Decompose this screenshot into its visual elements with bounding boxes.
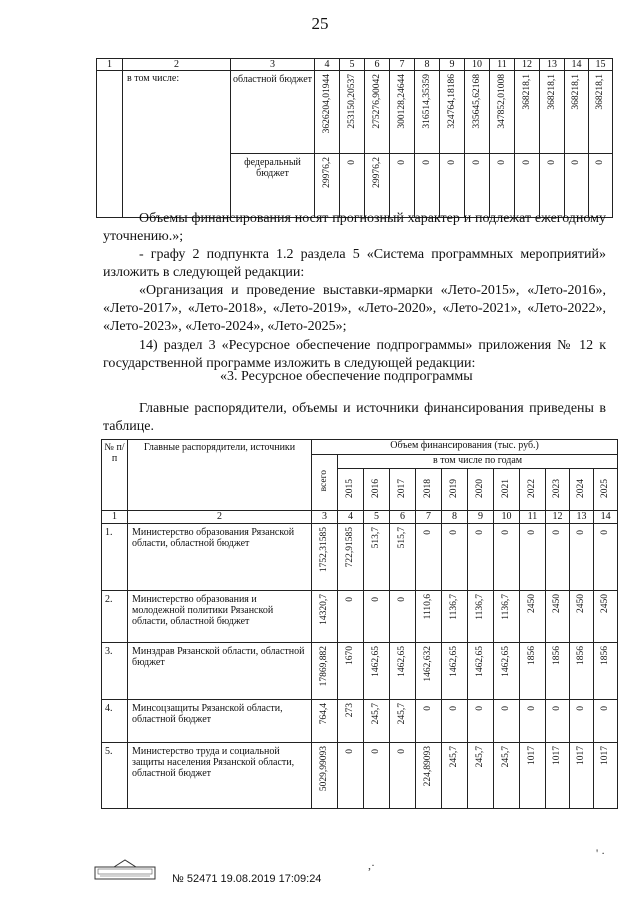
column-number: 12 xyxy=(515,59,540,71)
header-num: № п/п xyxy=(102,440,128,511)
paragraph: Главные распорядители, объемы и источники финансирования приведены в таблице. xyxy=(103,401,606,434)
distributor-name: Минздрав Рязанской области, областной бюджет xyxy=(128,643,312,700)
table-row xyxy=(102,743,618,809)
column-number: 1 xyxy=(102,511,128,524)
value-cell: 1752,31585 xyxy=(312,524,338,591)
budget-source: федеральный бюджет xyxy=(231,154,315,218)
value-cell: 722,91585 xyxy=(338,524,364,591)
column-number: 7 xyxy=(390,59,415,71)
value-cell: 14320,7 xyxy=(312,591,338,643)
column-number: 9 xyxy=(440,59,465,71)
value-cell: 1136,7 xyxy=(494,591,520,643)
value-cell: 0 xyxy=(494,524,520,591)
row-number: 4. xyxy=(102,700,128,743)
value-cell: 0 xyxy=(490,154,515,218)
column-number: 11 xyxy=(490,59,515,71)
column-number: 4 xyxy=(338,511,364,524)
value-cell: 17869,882 xyxy=(312,643,338,700)
value-cell: 0 xyxy=(338,743,364,809)
column-number: 13 xyxy=(540,59,565,71)
column-number: 3 xyxy=(231,59,315,71)
value-cell: 0 xyxy=(570,700,594,743)
section-heading: «3. Ресурсное обеспечение подпрограммы xyxy=(220,369,473,384)
value-cell: 1462,65 xyxy=(364,643,390,700)
value-cell: 0 xyxy=(540,154,565,218)
column-number: 8 xyxy=(442,511,468,524)
value-cell: 0 xyxy=(442,700,468,743)
value-cell: 1670 xyxy=(338,643,364,700)
value-cell: 1110,6 xyxy=(416,591,442,643)
value-cell: 253150,20537 xyxy=(340,71,365,154)
year-header: 2017 xyxy=(390,469,416,511)
value-cell: 0 xyxy=(338,591,364,643)
value-cell: 0 xyxy=(594,700,618,743)
header-including: в том числе по годам xyxy=(338,455,618,469)
value-cell: 1017 xyxy=(546,743,570,809)
year-header: 2020 xyxy=(468,469,494,511)
year-header: 2022 xyxy=(520,469,546,511)
value-cell: 224,89093 xyxy=(416,743,442,809)
column-number: 3 xyxy=(312,511,338,524)
column-number: 7 xyxy=(416,511,442,524)
value-cell: 0 xyxy=(565,154,589,218)
row-number: 1. xyxy=(102,524,128,591)
value-cell: 2450 xyxy=(520,591,546,643)
value-cell: 347852,01008 xyxy=(490,71,515,154)
value-cell: 245,7 xyxy=(442,743,468,809)
group-label: в том числе: xyxy=(123,71,231,154)
distributor-name: Министерство труда и социальной защиты населения Рязанской области, областной бюджет xyxy=(128,743,312,809)
value-cell: 515,7 xyxy=(390,524,416,591)
value-cell: 0 xyxy=(515,154,540,218)
value-cell: 5029,99093 xyxy=(312,743,338,809)
value-cell: 0 xyxy=(468,700,494,743)
table-row xyxy=(102,643,618,700)
value-cell: 245,7 xyxy=(468,743,494,809)
distributor-name: Министерство образования Рязанской области, областной бюджет xyxy=(128,524,312,591)
year-header: 2024 xyxy=(570,469,594,511)
column-number: 10 xyxy=(465,59,490,71)
row-number: 5. xyxy=(102,743,128,809)
value-cell: 1017 xyxy=(570,743,594,809)
value-cell: 513,7 xyxy=(364,524,390,591)
column-number: 14 xyxy=(565,59,589,71)
value-cell: 2450 xyxy=(546,591,570,643)
value-cell: 0 xyxy=(494,700,520,743)
value-cell: 1017 xyxy=(520,743,546,809)
column-number: 6 xyxy=(365,59,390,71)
value-cell: 1017 xyxy=(594,743,618,809)
value-cell: 273 xyxy=(338,700,364,743)
value-cell: 324764,18186 xyxy=(440,71,465,154)
value-cell: 0 xyxy=(416,524,442,591)
table-header-row xyxy=(97,59,613,71)
value-cell: 1462,65 xyxy=(494,643,520,700)
table-row xyxy=(102,700,618,743)
value-cell: 0 xyxy=(390,591,416,643)
value-cell: 1136,7 xyxy=(468,591,494,643)
value-cell: 1462,65 xyxy=(442,643,468,700)
value-cell: 0 xyxy=(570,524,594,591)
document-footer: № 52471 19.08.2019 17:09:24 xyxy=(172,873,322,885)
value-cell: 0 xyxy=(390,743,416,809)
value-cell: 1856 xyxy=(570,643,594,700)
value-cell: 2450 xyxy=(594,591,618,643)
column-number: 13 xyxy=(570,511,594,524)
value-cell: 1856 xyxy=(546,643,570,700)
value-cell: 316514,35359 xyxy=(415,71,440,154)
value-cell: 245,7 xyxy=(390,700,416,743)
group-label xyxy=(123,154,231,218)
column-number: 10 xyxy=(494,511,520,524)
value-cell: 1856 xyxy=(520,643,546,700)
paragraph: Объемы финансирования носят прогнозный характер и подлежат ежегодному уточнению.»; xyxy=(103,211,606,244)
value-cell: 1462,65 xyxy=(468,643,494,700)
resource-table xyxy=(101,439,618,809)
value-cell: 764,4 xyxy=(312,700,338,743)
year-header: 2015 xyxy=(338,469,364,511)
paragraph: 14) раздел 3 «Ресурсное обеспечение подпрограммы» приложения № 12 к государственной программе изложить в следующей редакции: xyxy=(103,338,606,371)
column-number: 2 xyxy=(128,511,312,524)
year-header: 2021 xyxy=(494,469,520,511)
value-cell: 0 xyxy=(468,524,494,591)
scan-mark: ' · xyxy=(596,846,606,860)
table-header-row xyxy=(102,511,618,524)
year-header: 2023 xyxy=(546,469,570,511)
value-cell: 29976,2 xyxy=(365,154,390,218)
year-header: 2016 xyxy=(364,469,390,511)
column-number: 4 xyxy=(315,59,340,71)
value-cell: 1462,632 xyxy=(416,643,442,700)
column-number: 5 xyxy=(364,511,390,524)
value-cell: 245,7 xyxy=(494,743,520,809)
value-cell: 335645,62168 xyxy=(465,71,490,154)
value-cell: 0 xyxy=(546,524,570,591)
value-cell: 1136,7 xyxy=(442,591,468,643)
year-header: 2018 xyxy=(416,469,442,511)
value-cell: 1462,65 xyxy=(390,643,416,700)
column-number: 11 xyxy=(520,511,546,524)
column-number: 15 xyxy=(589,59,613,71)
table-row xyxy=(97,71,613,154)
header-volume: Объем финансирования (тыс. руб.) xyxy=(312,440,618,455)
value-cell: 368218,1 xyxy=(540,71,565,154)
column-number: 5 xyxy=(340,59,365,71)
distributor-name: Минсоцзащиты Рязанской области, областной бюджет xyxy=(128,700,312,743)
value-cell: 368218,1 xyxy=(515,71,540,154)
page-number: 25 xyxy=(311,14,329,33)
table-row xyxy=(102,591,618,643)
value-cell: 3626204,01944 xyxy=(315,71,340,154)
value-cell: 0 xyxy=(520,700,546,743)
value-cell: 0 xyxy=(465,154,490,218)
value-cell: 0 xyxy=(364,743,390,809)
paragraph: «Организация и проведение выставки-ярмарки «Лето-2015», «Лето-2016», «Лето-2017», «Лето-2018», «Лето-2019», «Лето-2020», «Лето-2021», «Лето-2022», «Лето-2023», «Лето-2024», «Лето-2025»; xyxy=(103,283,606,334)
value-cell: 0 xyxy=(442,524,468,591)
value-cell: 300128,24644 xyxy=(390,71,415,154)
distributor-name: Министерство образования и молодежной политики Рязанской области, областной бюджет xyxy=(128,591,312,643)
paragraph: - графу 2 подпункта 1.2 раздела 5 «Система программных мероприятий» изложить в следующей редакции: xyxy=(103,247,606,280)
value-cell: 0 xyxy=(416,700,442,743)
value-cell: 368218,1 xyxy=(565,71,589,154)
table-row xyxy=(97,154,613,218)
budget-source: областной бюджет xyxy=(231,71,315,154)
table-header-row xyxy=(102,440,618,455)
empty-cell xyxy=(97,71,123,154)
column-number: 14 xyxy=(594,511,618,524)
header-total: всего xyxy=(312,455,338,511)
value-cell: 0 xyxy=(520,524,546,591)
column-number: 1 xyxy=(97,59,123,71)
column-number: 2 xyxy=(123,59,231,71)
year-header: 2019 xyxy=(442,469,468,511)
value-cell: 275276,90042 xyxy=(365,71,390,154)
value-cell: 0 xyxy=(594,524,618,591)
value-cell: 245,7 xyxy=(364,700,390,743)
row-number: 3. xyxy=(102,643,128,700)
value-cell: 0 xyxy=(415,154,440,218)
value-cell: 0 xyxy=(589,154,613,218)
value-cell: 0 xyxy=(390,154,415,218)
column-number: 6 xyxy=(390,511,416,524)
value-cell: 0 xyxy=(440,154,465,218)
value-cell: 0 xyxy=(364,591,390,643)
column-number: 12 xyxy=(546,511,570,524)
table-row xyxy=(102,524,618,591)
funding-table-top xyxy=(96,58,613,218)
scan-mark: ,· xyxy=(368,858,375,872)
value-cell: 0 xyxy=(340,154,365,218)
value-cell: 29976,2 xyxy=(315,154,340,218)
header-name: Главные распорядители, источники xyxy=(128,440,312,511)
value-cell: 1856 xyxy=(594,643,618,700)
value-cell: 0 xyxy=(546,700,570,743)
row-number: 2. xyxy=(102,591,128,643)
registry-stamp-icon xyxy=(94,858,156,880)
column-number: 8 xyxy=(415,59,440,71)
value-cell: 368218,1 xyxy=(589,71,613,154)
value-cell: 2450 xyxy=(570,591,594,643)
column-number: 9 xyxy=(468,511,494,524)
empty-cell xyxy=(97,154,123,218)
year-header: 2025 xyxy=(594,469,618,511)
